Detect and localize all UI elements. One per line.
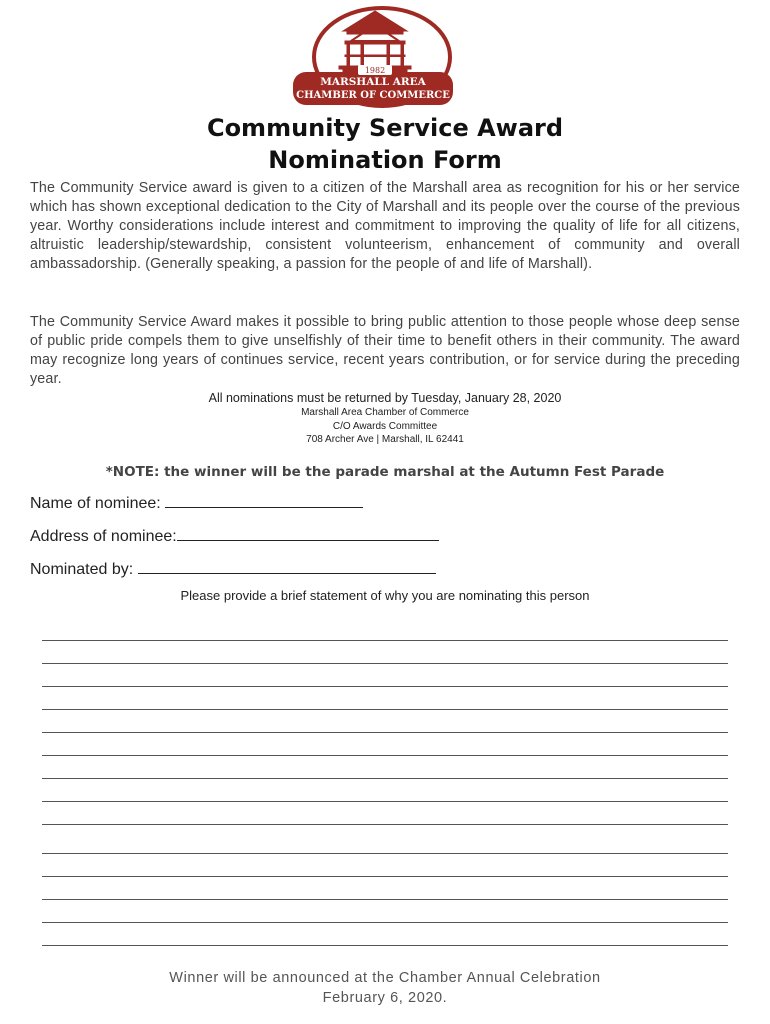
statement-prompt: Please provide a brief statement of why you are nominating this person (180, 588, 590, 603)
writing-line[interactable] (42, 709, 728, 710)
nominee-address-field[interactable] (30, 525, 439, 546)
nominee-address-blank[interactable] (177, 525, 439, 541)
deadline-text: All nominations must be returned by Tuesday, January 28, 2020 (208, 391, 562, 405)
return-attn: C/O Awards Committee (332, 421, 438, 432)
writing-line[interactable] (42, 755, 728, 756)
logo-line1: MARSHALL AREA (320, 76, 426, 88)
nominated-by-blank[interactable] (138, 558, 436, 574)
writing-line[interactable] (42, 824, 728, 825)
intro-paragraph-2: The Community Service Award makes it possible to bring public attention to those people whose deep sense of public pride compels them to give unselfishly of their time to benefit others in their community. The award may recognize long years of continues service, recent years contribution, or for service during the preceding year. (30, 314, 740, 387)
footer-date: February 6, 2020. (322, 990, 448, 1006)
writing-line[interactable] (42, 801, 728, 802)
nominee-name-blank[interactable] (165, 492, 363, 508)
writing-line[interactable] (42, 732, 728, 733)
writing-line[interactable] (42, 778, 728, 779)
writing-line[interactable] (42, 945, 728, 946)
writing-line[interactable] (42, 899, 728, 900)
intro-paragraph-1: The Community Service award is given to a citizen of the Marshall area as recognition for his or her service which has shown exceptional dedication to the City of Marshall and its people over the course of the previous year. Worthy considerations include interest and commitment to improving the quality of life for all citizens, altruistic leadership/stewardship, consistent volunteerism, enhancement of community and overall ambassadorship. (Generally speaking, a passion for the people of and life of Marshall). (30, 180, 740, 272)
nominated-by-label: Nominated by: (30, 561, 138, 578)
writing-line[interactable] (42, 853, 728, 854)
page-title-line1: Community Service Award (206, 114, 564, 142)
nominee-name-field[interactable] (30, 492, 363, 513)
writing-line[interactable] (42, 876, 728, 877)
footer-announcement: Winner will be announced at the Chamber Annual Celebration (169, 970, 601, 986)
logo-line2: CHAMBER OF COMMERCE (296, 90, 450, 101)
nominated-by-field[interactable] (30, 558, 436, 579)
page-title-line2: Nomination Form (268, 146, 502, 174)
nominee-name-label: Name of nominee: (30, 495, 166, 512)
writing-line[interactable] (42, 663, 728, 664)
writing-line[interactable] (42, 640, 728, 641)
writing-line[interactable] (42, 922, 728, 923)
return-org: Marshall Area Chamber of Commerce (301, 407, 469, 418)
winner-note: *NOTE: the winner will be the parade marshal at the Autumn Fest Parade (105, 464, 665, 480)
gazebo-icon (339, 11, 411, 72)
chamber-logo (287, 5, 457, 113)
writing-line[interactable] (42, 686, 728, 687)
nominee-address-label: Address of nominee: (30, 528, 177, 545)
return-address: 708 Archer Ave | Marshall, IL 62441 (306, 434, 464, 445)
logo-year: 1982 (364, 66, 386, 75)
